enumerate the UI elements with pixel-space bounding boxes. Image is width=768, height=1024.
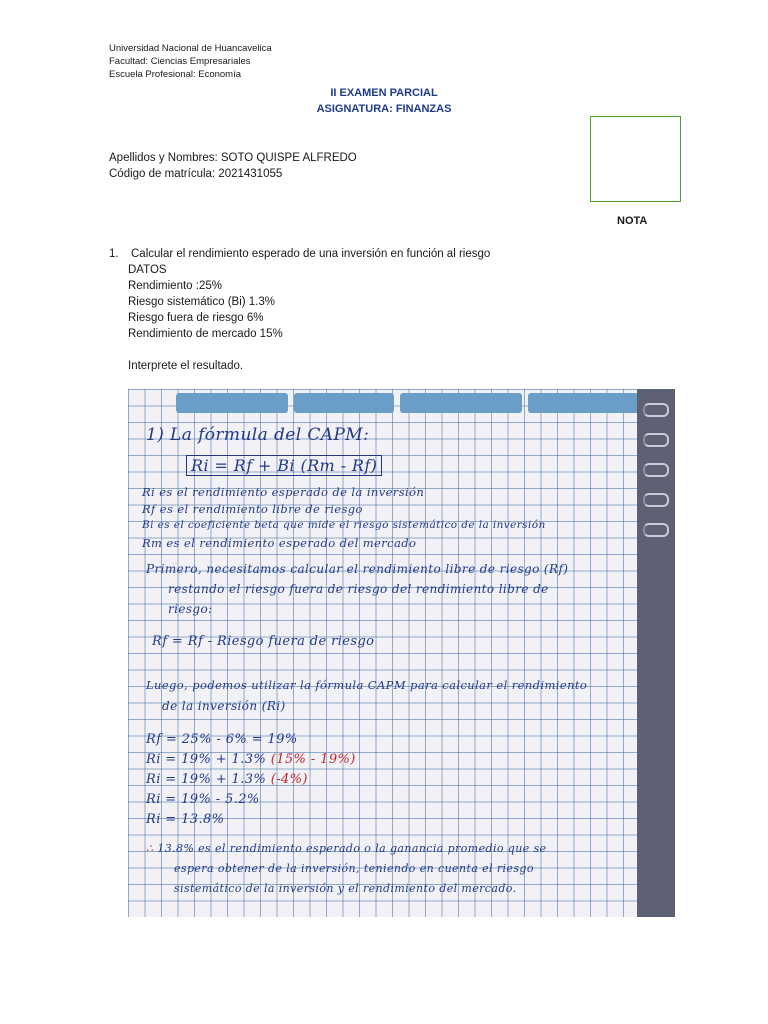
spiral-ring (643, 493, 669, 507)
spiral-ring (643, 403, 669, 417)
question-instruction: Interprete el resultado. (128, 360, 244, 372)
spiral-binding (637, 389, 675, 917)
grid-paper (128, 389, 650, 917)
definition-line: Ri es el rendimiento esperado de la inversión (142, 485, 425, 499)
data-title: DATOS (128, 264, 167, 276)
capm-formula: Ri = Rf + Bi (Rm - Rf) (186, 455, 382, 476)
definition-line: Bi es el coeficiente beta que mide el riesgo sistemático de la inversión (142, 519, 546, 531)
data-item: Riesgo fuera de riesgo 6% (128, 312, 264, 324)
question-number: 1. (109, 248, 119, 260)
step1-line: riesgo: (168, 602, 213, 616)
conclusion-line: ∴ 13.8% es el rendimiento esperado o la ganancia promedio que se (146, 842, 547, 855)
result-line: Ri = 13.8% (146, 812, 225, 827)
notebook-tab (400, 393, 522, 413)
definition-line: Rf es el rendimiento libre de riesgo (142, 502, 363, 516)
data-item: Rendimiento :25% (128, 280, 222, 292)
university-name: Universidad Nacional de Huancavelica (109, 43, 272, 54)
school-name: Escuela Profesional: Economía (109, 68, 242, 80)
institution-header (109, 43, 272, 81)
step2-line: Luego, podemos utilizar la fórmula CAPM para calcular el rendimiento (146, 678, 588, 692)
notebook-tab (176, 393, 288, 413)
step1-line: restando el riesgo fuera de riesgo del rendimiento libre de (168, 582, 549, 596)
spiral-ring (643, 433, 669, 447)
exam-subject: ASIGNATURA: FINANZAS (316, 103, 452, 115)
question-block (109, 246, 490, 374)
step1-line: Primero, necesitamos calcular el rendimiento libre de riesgo (Rf) (146, 562, 569, 576)
spiral-ring (643, 463, 669, 477)
exam-title: II EXAMEN PARCIAL (330, 87, 438, 99)
handwritten-answer-photo (128, 389, 675, 917)
step1-formula: Rf = Rf - Riesgo fuera de riesgo (152, 634, 375, 649)
question-text: Calcular el rendimiento esperado de una inversión en función al riesgo (131, 248, 491, 260)
notebook-tab (294, 393, 394, 413)
spiral-ring (643, 523, 669, 537)
step2-line: de la inversión (Ri) (162, 699, 286, 713)
student-info (109, 151, 357, 182)
grade-label: NOTA (617, 215, 648, 227)
definition-line: Rm es el rendimiento esperado del mercado (142, 536, 417, 550)
calc-line: Ri = 19% + 1.3% (-4%) (146, 772, 308, 787)
student-code: Código de matrícula: 2021431055 (109, 167, 283, 180)
data-item: Riesgo sistemático (Bi) 1.3% (128, 296, 275, 308)
data-item: Rendimiento de mercado 15% (128, 328, 283, 340)
calc-line: Ri = 19% + 1.3% (15% - 19%) (146, 752, 356, 767)
notebook-tab (528, 393, 643, 413)
student-name: Apellidos y Nombres: SOTO QUISPE ALFREDO (109, 152, 357, 164)
calc-line: Ri = 19% - 5.2% (146, 792, 260, 807)
conclusion-line: espera obtener de la inversión, teniendo en cuenta el riesgo (174, 862, 534, 875)
calc-line: Rf = 25% - 6% = 19% (146, 732, 298, 747)
grade-box (590, 116, 681, 202)
answer-heading: 1) La fórmula del CAPM: (146, 425, 370, 445)
faculty-name: Facultad: Ciencias Empresariales (109, 55, 251, 67)
conclusion-line: sistemático de la inversión y el rendimiento del mercado. (174, 882, 517, 895)
